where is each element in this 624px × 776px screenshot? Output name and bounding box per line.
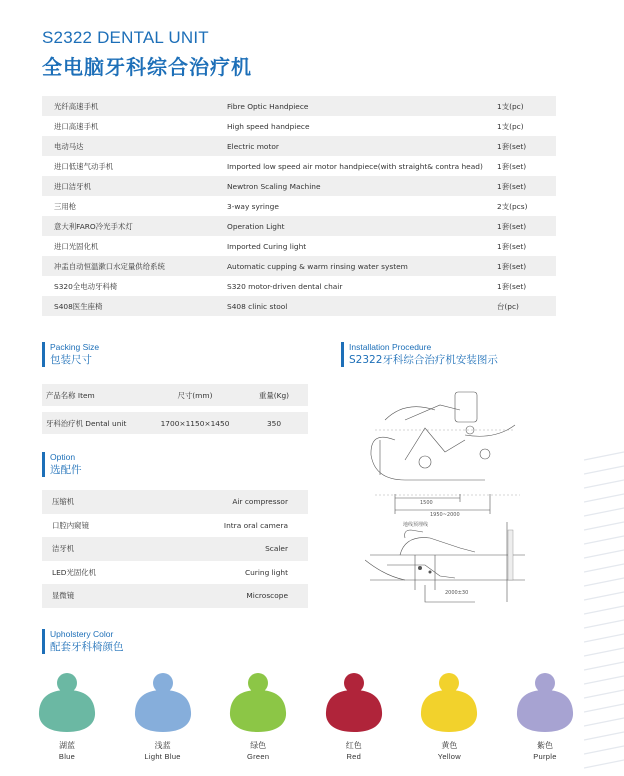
option-section-heading — [42, 452, 82, 477]
option-title-en: Option — [50, 452, 76, 462]
diagram-label-bottom: 2000±30 — [445, 590, 469, 596]
option-cn: 洁牙机 — [52, 544, 75, 554]
packing-weight: 350 — [266, 418, 282, 428]
installation-diagram — [365, 380, 540, 610]
spec-en: Automatic cupping & warm rinsing water system — [227, 261, 408, 271]
spec-qty: 1套(set) — [497, 141, 527, 151]
spec-cn: 进口洁牙机 — [54, 181, 91, 191]
color-label-cn: 红色 — [345, 741, 362, 750]
packing-title-cn: 包装尺寸 — [50, 354, 92, 366]
chair-color-icon — [418, 672, 480, 734]
diagram-dim-2: 1950~2000 — [430, 512, 460, 518]
spec-qty: 1套(set) — [497, 241, 527, 251]
spec-cn: 冲盂自动恒温漱口水定量供给系统 — [54, 261, 165, 271]
spec-cn: S408医生座椅 — [54, 301, 103, 311]
color-label-en: Green — [247, 752, 270, 761]
packing-title-en: Packing Size — [50, 342, 100, 352]
packing-header-weight: 重量(Kg) — [258, 390, 290, 400]
packing-size: 1700×1150×1450 — [160, 418, 230, 428]
spec-qty: 1套(set) — [497, 261, 527, 271]
spec-en: S320 motor-driven dental chair — [227, 281, 343, 291]
spec-cn: 三用枪 — [54, 201, 77, 211]
upholstery-title-cn: 配套牙科椅颜色 — [50, 641, 124, 653]
table-row — [42, 156, 556, 176]
option-cn: 压缩机 — [52, 497, 75, 507]
color-label-cn: 浅蓝 — [154, 741, 171, 750]
color-label-en: Light Blue — [144, 752, 181, 761]
installation-title-cn: S2322牙科综合治疗机安装图示 — [349, 354, 498, 366]
color-label-cn: 黄色 — [441, 741, 458, 750]
color-swatch-blue — [36, 672, 98, 761]
packing-table — [42, 384, 308, 434]
installation-title-en: Installation Procedure — [349, 342, 432, 352]
upholstery-section-heading — [42, 629, 124, 654]
color-label-cn: 绿色 — [250, 741, 267, 750]
spec-cn: 电动马达 — [54, 141, 84, 151]
option-cn: LED光固化机 — [52, 567, 97, 577]
section-accent-bar — [42, 629, 45, 654]
section-accent-bar — [42, 342, 45, 367]
list-item — [42, 537, 308, 561]
spec-qty: 台(pc) — [497, 301, 519, 311]
spec-en: S408 clinic stool — [227, 301, 288, 311]
color-swatches — [36, 672, 576, 761]
section-accent-bar — [341, 342, 344, 367]
option-en: Scaler — [265, 544, 288, 554]
table-row — [42, 236, 556, 256]
spec-qty: 1套(set) — [497, 221, 527, 231]
option-en: Curing light — [244, 567, 288, 577]
table-row — [42, 276, 556, 296]
spec-qty: 1支(pc) — [497, 101, 524, 111]
section-accent-bar — [42, 452, 45, 477]
page-title-cn: 全电脑牙科综合治疗机 — [42, 55, 252, 79]
chair-color-icon — [132, 672, 194, 734]
color-swatch-light-blue — [132, 672, 194, 761]
spec-qty: 1套(set) — [497, 181, 527, 191]
option-table — [42, 490, 308, 608]
color-label-en: Blue — [58, 752, 76, 761]
table-row — [42, 216, 556, 236]
table-row — [42, 136, 556, 156]
spec-en: Imported low speed air motor handpiece(with straight& contra head) — [227, 161, 483, 171]
spec-en: Imported Curing light — [227, 241, 307, 251]
table-row — [42, 116, 556, 136]
color-swatch-green — [227, 672, 289, 761]
diagram-label-top: 地线预埋线 — [403, 522, 429, 528]
option-cn: 口腔内窥镜 — [52, 520, 89, 530]
color-label-en: Purple — [533, 752, 557, 761]
upholstery-title-en: Upholstery Color — [50, 629, 114, 639]
packing-item: 牙科治疗机 Dental unit — [46, 418, 127, 428]
packing-section-heading — [42, 342, 99, 367]
packing-header-size: 尺寸(mm) — [177, 390, 213, 400]
diagram-dim-1: 1500 — [420, 500, 433, 506]
table-row — [42, 256, 556, 276]
color-label-cn: 紫色 — [536, 741, 553, 750]
spec-en: High speed handpiece — [227, 121, 310, 131]
spec-en: 3-way syringe — [227, 201, 279, 211]
table-row — [42, 176, 556, 196]
option-en: Intra oral camera — [223, 520, 288, 530]
option-en: Microscope — [246, 591, 288, 601]
decorative-lines — [584, 450, 624, 776]
spec-qty: 1支(pc) — [497, 121, 524, 131]
packing-header-item: 产品名称 Item — [46, 390, 95, 400]
page-title-en: S2322 DENTAL UNIT — [42, 28, 209, 47]
table-row — [42, 412, 308, 434]
color-label-en: Yellow — [437, 752, 461, 761]
spec-cn: 意大利FARO冷光手术灯 — [54, 221, 133, 231]
spec-en: Fibre Optic Handpiece — [227, 101, 309, 111]
color-swatch-purple — [514, 672, 576, 761]
spec-cn: 进口低速气动手机 — [54, 161, 114, 171]
spec-cn: 进口高速手机 — [54, 121, 99, 131]
spec-cn: 进口光固化机 — [54, 241, 99, 251]
table-row — [42, 96, 556, 116]
chair-color-icon — [36, 672, 98, 734]
color-swatch-red — [323, 672, 385, 761]
spec-en: Newtron Scaling Machine — [227, 181, 321, 191]
list-item — [42, 514, 308, 538]
list-item — [42, 490, 308, 514]
list-item — [42, 561, 308, 585]
spec-cn: 光纤高速手机 — [54, 101, 99, 111]
chair-color-icon — [227, 672, 289, 734]
spec-en: Operation Light — [227, 221, 285, 231]
spec-cn: S320全电动牙科椅 — [54, 281, 118, 291]
chair-color-icon — [514, 672, 576, 734]
option-title-cn: 选配件 — [50, 464, 82, 476]
color-label-en: Red — [346, 752, 362, 761]
color-swatch-yellow — [418, 672, 480, 761]
option-en: Air compressor — [232, 497, 288, 507]
table-row — [42, 296, 556, 316]
color-label-cn: 湖蓝 — [59, 741, 75, 750]
list-item — [42, 584, 308, 608]
installation-section-heading — [341, 342, 498, 367]
spec-en: Electric motor — [227, 141, 279, 151]
spec-qty: 2支(pcs) — [497, 201, 528, 211]
table-header-row — [42, 384, 308, 406]
spec-qty: 1套(set) — [497, 161, 527, 171]
option-cn: 显微镜 — [52, 591, 75, 601]
chair-color-icon — [323, 672, 385, 734]
spec-table — [42, 96, 556, 316]
spec-qty: 1套(set) — [497, 281, 527, 291]
table-row — [42, 196, 556, 216]
